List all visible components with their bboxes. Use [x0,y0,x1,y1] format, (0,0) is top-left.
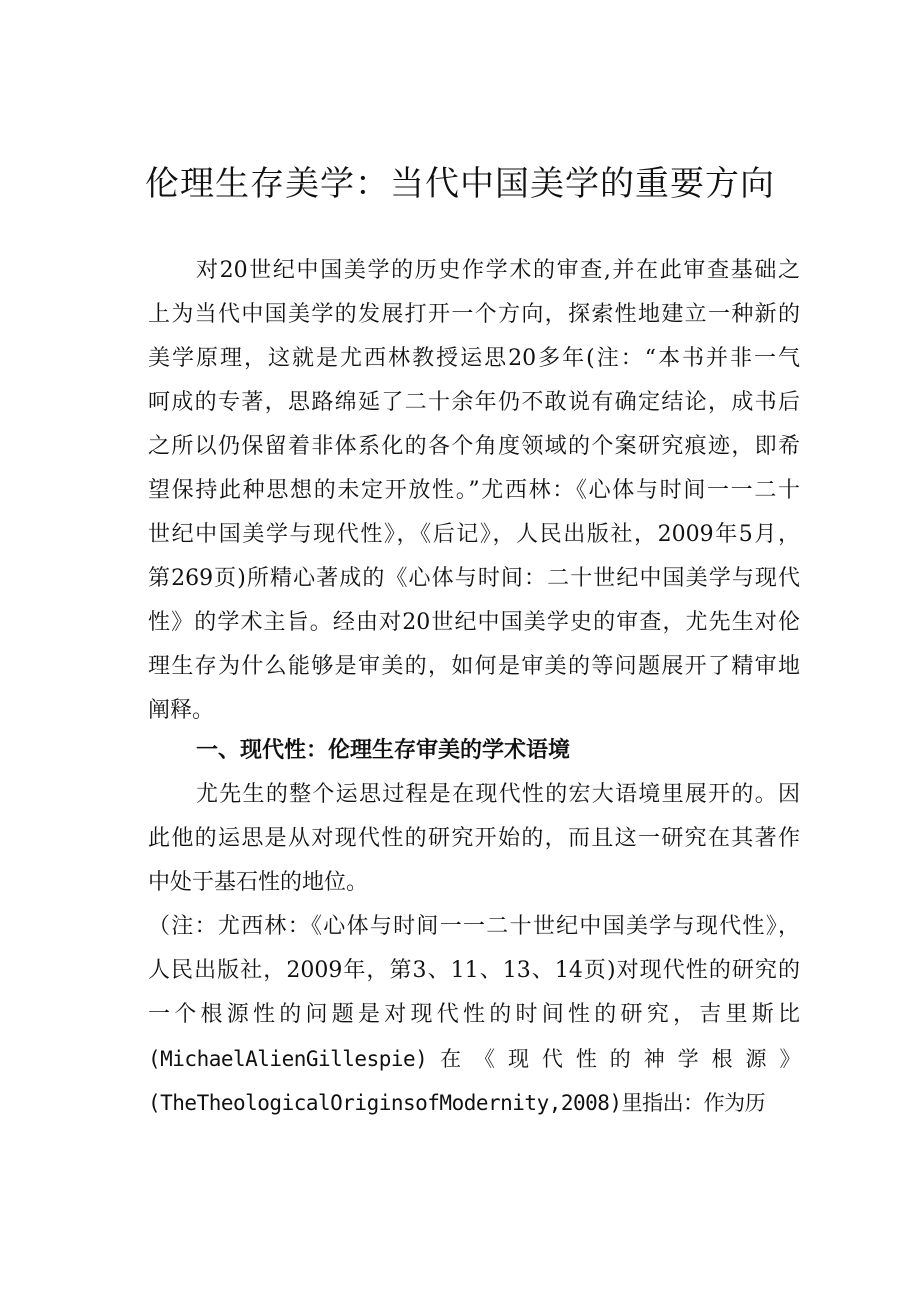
paragraph-1-line: 上为当代中国美学的发展打开一个方向，探索性地建立一种新的 [148,302,800,327]
paragraph-3-line: (TheTheologicalOriginsofModernity,2008)里指出：作为历 [148,1091,766,1115]
paragraph-1-line: 呵成的专著，思路绵延了二十余年仍不敢说有确定结论，成书后 [148,390,800,415]
paragraph-1-line: 理生存为什么能够是审美的，如何是审美的等问题展开了精审地 [148,654,800,679]
paragraph-3-line: 一个根源性的问题是对现代性的时间性的研究，吉里斯比 [148,1002,800,1027]
paragraph-1-line: 世纪中国美学与现代性》，《后记》，人民出版社，2009年5月， [148,522,800,547]
paragraph-1-line: 性》的学术主旨。经由对20世纪中国美学史的审查，尤先生对伦 [148,610,800,635]
paragraph-2-line: 尤先生的整个运思过程是在现代性的宏大语境里展开的。因 [196,782,800,807]
section-heading: 一、现代性：伦理生存审美的学术语境 [196,738,571,763]
document-title: 伦理生存美学：当代中国美学的重要方向 [145,164,775,204]
paragraph-1-line: 之所以仍保留着非体系化的各个角度领域的个案研究痕迹，即希 [148,434,800,459]
paragraph-1-line: 阐释。 [148,698,215,723]
paragraph-1-line: 对20世纪中国美学的历史作学术的审查,并在此审查基础之 [196,258,800,283]
paragraph-3-line: (MichaelAlienGillespie) 在 《 现 代 性 的 神 学 根 源 》 [148,1047,800,1071]
paragraph-2-line: 中处于基石性的地位。 [148,870,369,895]
paragraph-1-line: 第269页)所精心著成的《心体与时间：二十世纪中国美学与现代 [148,566,800,591]
paragraph-3-line: 人民出版社，2009年，第3、11、13、14页)对现代性的研究的 [148,958,800,983]
paragraph-3-line: （注：尤西林：《心体与时间一一二十世纪中国美学与现代性》， [148,914,800,939]
paragraph-2-line: 此他的运思是从对现代性的研究开始的，而且这一研究在其著作 [148,826,800,851]
paragraph-1-line: 美学原理，这就是尤西林教授运思20多年(注：“本书并非一气 [148,346,800,371]
paragraph-1-line: 望保持此种思想的未定开放性。”尤西林：《心体与时间一一二十 [148,478,800,503]
